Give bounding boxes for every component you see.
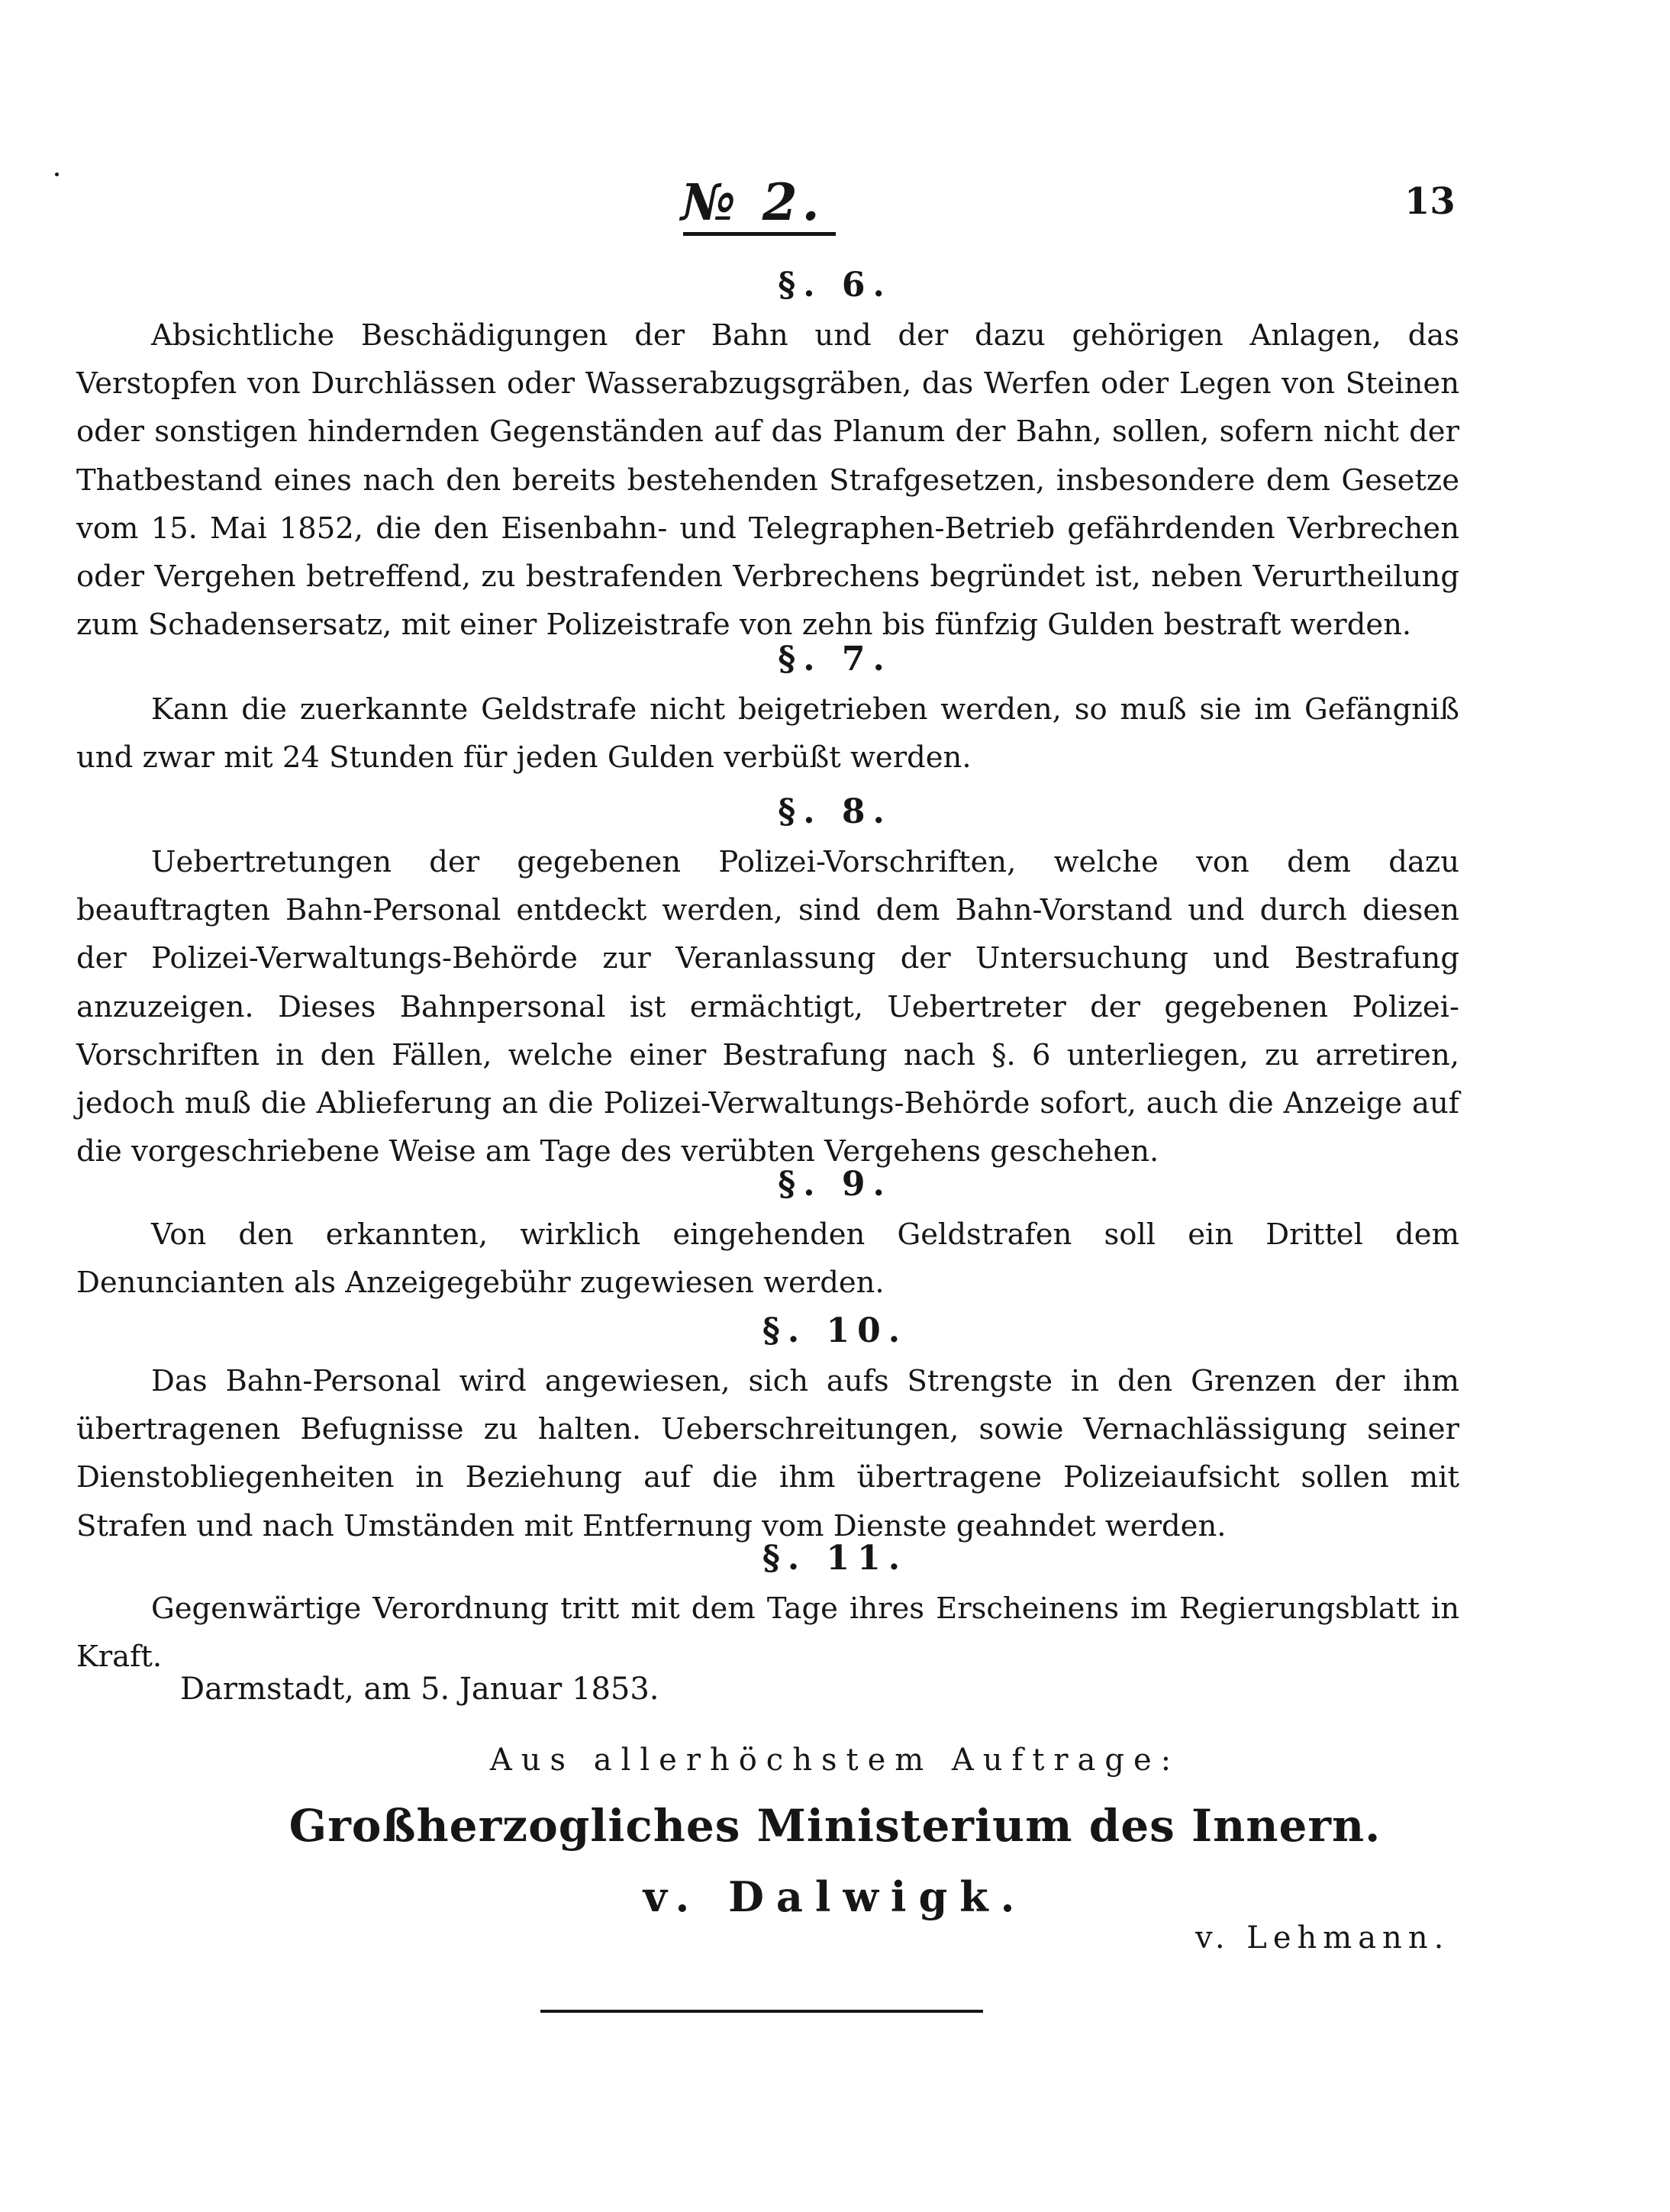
section-text-10: Das Bahn-Personal wird angewiesen, sich aufs Strengste in den Grenzen der ihm übertragenen Befugnisse zu halten. Ueberschreitungen, sowie Vernachlässigung seiner Dienstobliegenheiten in Beziehung auf die ihm übertragene Polizeiaufsicht sollen mit Strafen und nach Umständen mit Entfernung vom Dienste geahndet werden. xyxy=(76,1364,1459,1543)
issue-number-underline xyxy=(683,232,836,236)
authority-line: Aus allerhöchstem Auftrage: xyxy=(489,1743,1181,1778)
section-title-6: §. 6. xyxy=(778,266,892,305)
issue-number: № 2. xyxy=(681,173,824,232)
section-text-9: Von den erkannten, wirklich eingehenden Geldstrafen soll ein Drittel dem Denuncianten als Anzeigegebühr zugewiesen werden. xyxy=(76,1217,1459,1301)
section-text-7: Kann die zuerkannte Geldstrafe nicht beigetrieben werden, so muß sie im Gefängniß und zwar mit 24 Stunden für jeden Gulden verbüßt werden. xyxy=(76,692,1459,775)
stray-ink-dot xyxy=(55,173,59,176)
footer-rule xyxy=(540,2010,983,2013)
section-title-8: §. 8. xyxy=(778,792,892,831)
page-number: 13 xyxy=(1404,180,1456,223)
section-title-10: §. 10. xyxy=(762,1311,908,1350)
signer-secondary: v. Lehmann. xyxy=(1195,1920,1450,1956)
section-text-8: Uebertretungen der gegebenen Polizei-Vorschriften, welche von dem dazu beauftragten Bahn-Personal entdeckt werden, sind dem Bahn-Vorstand und durch diesen der Polizei-Verwaltungs-Behörde zur Veranlassung der Untersuchung und Bestrafung anzuzeigen. Dieses Bahnpersonal ist ermächtigt, Uebertreter der gegebenen Polizei-Vorschriften in den Fällen, welche einer Bestrafung nach §. 6 unterliegen, zu arretiren, jedoch muß die Ablieferung an die Polizei-Verwaltungs-Behörde sofort, auch die Anzeige auf die vorgeschriebene Weise am Tage des verübten Vergehens geschehen. xyxy=(76,845,1459,1169)
ministry-name: Großherzogliches Ministerium des Innern. xyxy=(289,1800,1381,1852)
date-line: Darmstadt, am 5. Januar 1853. xyxy=(180,1672,659,1707)
section-text-6: Absichtliche Beschädigungen der Bahn und der dazu gehörigen Anlagen, das Verstopfen von Durchlässen oder Wasserabzugsgräben, das Werfen oder Legen von Steinen oder sonstigen hindernden Gegenständen auf das Planum der Bahn, sollen, sofern nicht der Thatbestand eines nach den bereits bestehenden Strafgesetzen, insbesondere dem Gesetze vom 15. Mai 1852, die den Eisenbahn- und Telegraphen-Betrieb gefährdenden Verbrechen oder Vergehen betreffend, zu bestrafenden Verbrechens begründet ist, neben Verurtheilung zum Schadensersatz, mit einer Polizeistrafe von zehn bis fünfzig Gulden bestraft werden. xyxy=(76,318,1459,643)
signer-main: v. Dalwigk. xyxy=(643,1872,1027,1921)
section-title-7: §. 7. xyxy=(778,640,892,679)
section-title-9: §. 9. xyxy=(778,1165,892,1204)
section-title-11: §. 11. xyxy=(762,1539,908,1578)
section-text-11: Gegenwärtige Verordnung tritt mit dem Tage ihres Erscheinens im Regierungsblatt in Kraft. xyxy=(76,1591,1459,1675)
